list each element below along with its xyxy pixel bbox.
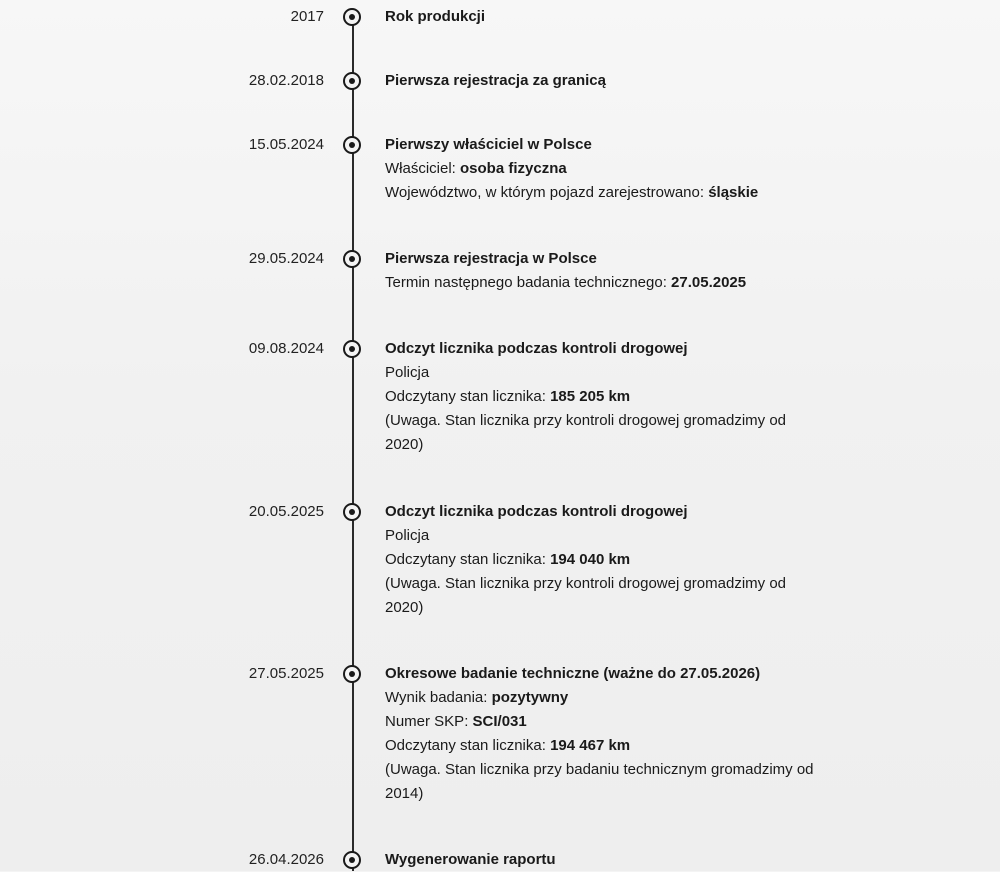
timeline-marker-icon (343, 851, 361, 869)
event-date: 28.02.2018 (248, 72, 324, 89)
detail-label: Termin następnego badania technicznego: (385, 274, 672, 291)
event-content (385, 247, 855, 295)
event-detail-line (385, 548, 855, 572)
event-detail-line (385, 710, 855, 734)
detail-value: 27.05.2025 (671, 274, 747, 291)
detail-value: śląskie (708, 184, 759, 201)
detail-label: 2020) (385, 599, 424, 616)
detail-value: SCI/031 (472, 713, 527, 730)
detail-value: osoba fizyczna (460, 160, 567, 177)
detail-label: Odczytany stan licznika: (385, 737, 551, 754)
detail-label: (Uwaga. Stan licznika przy badaniu technicznym gromadzimy od (385, 761, 814, 778)
timeline-marker-icon (343, 503, 361, 521)
event-detail-line (385, 596, 855, 620)
detail-label: Województwo, w którym pojazd zarejestrowano: (385, 184, 709, 201)
detail-label: Policja (385, 527, 430, 544)
detail-value: 185 205 km (550, 388, 631, 405)
event-detail-line (385, 433, 855, 457)
event-date: 15.05.2024 (248, 136, 324, 153)
event-content (385, 69, 855, 93)
event-detail-line (385, 734, 855, 758)
detail-label: Wynik badania: (385, 689, 492, 706)
event-detail-line (385, 385, 855, 409)
event-title: Rok produkcji (385, 8, 486, 25)
event-content (385, 500, 855, 620)
event-date: 29.05.2024 (248, 250, 324, 267)
detail-label: 2014) (385, 785, 424, 802)
event-title: Odczyt licznika podczas kontroli drogowej (385, 340, 688, 357)
event-detail-line (385, 524, 855, 548)
detail-label: Odczytany stan licznika: (385, 551, 551, 568)
event-detail-line (385, 361, 855, 385)
timeline-marker-icon (343, 250, 361, 268)
detail-label: (Uwaga. Stan licznika przy kontroli drogowej gromadzimy od (385, 412, 787, 429)
event-title: Okresowe badanie techniczne (ważne do 27.05.2026) (385, 665, 761, 682)
event-detail-line (385, 572, 855, 596)
event-date: 20.05.2025 (248, 503, 324, 520)
event-title: Odczyt licznika podczas kontroli drogowej (385, 503, 688, 520)
event-title: Pierwsza rejestracja w Polsce (385, 250, 597, 267)
event-title: Pierwszy właściciel w Polsce (385, 136, 592, 153)
event-content (385, 848, 855, 872)
event-detail-line (385, 409, 855, 433)
detail-label: Odczytany stan licznika: (385, 388, 551, 405)
detail-label: (Uwaga. Stan licznika przy kontroli drogowej gromadzimy od (385, 575, 787, 592)
detail-label: 2020) (385, 436, 424, 453)
event-detail-line (385, 686, 855, 710)
event-date: 09.08.2024 (248, 340, 324, 357)
detail-value: 194 040 km (550, 551, 631, 568)
event-detail-line (385, 181, 855, 205)
event-content (385, 5, 855, 29)
event-content (385, 337, 855, 457)
event-detail-line (385, 271, 855, 295)
event-title: Wygenerowanie raportu (385, 851, 556, 868)
timeline-marker-icon (343, 340, 361, 358)
event-date: 26.04.2026 (248, 851, 324, 868)
event-detail-line (385, 157, 855, 181)
detail-value: pozytywny (491, 689, 569, 706)
event-date: 27.05.2025 (248, 665, 324, 682)
detail-label: Policja (385, 364, 430, 381)
timeline-marker-icon (343, 665, 361, 683)
timeline-marker-icon (343, 72, 361, 90)
event-content (385, 662, 855, 806)
event-detail-line (385, 782, 855, 806)
event-content (385, 133, 855, 205)
detail-label: Numer SKP: (385, 713, 473, 730)
timeline-marker-icon (343, 136, 361, 154)
event-date: 2017 (290, 8, 324, 25)
event-detail-line (385, 758, 855, 782)
detail-label: Właściciel: (385, 160, 461, 177)
detail-value: 194 467 km (550, 737, 631, 754)
timeline-marker-icon (343, 8, 361, 26)
event-title: Pierwsza rejestracja za granicą (385, 72, 606, 89)
